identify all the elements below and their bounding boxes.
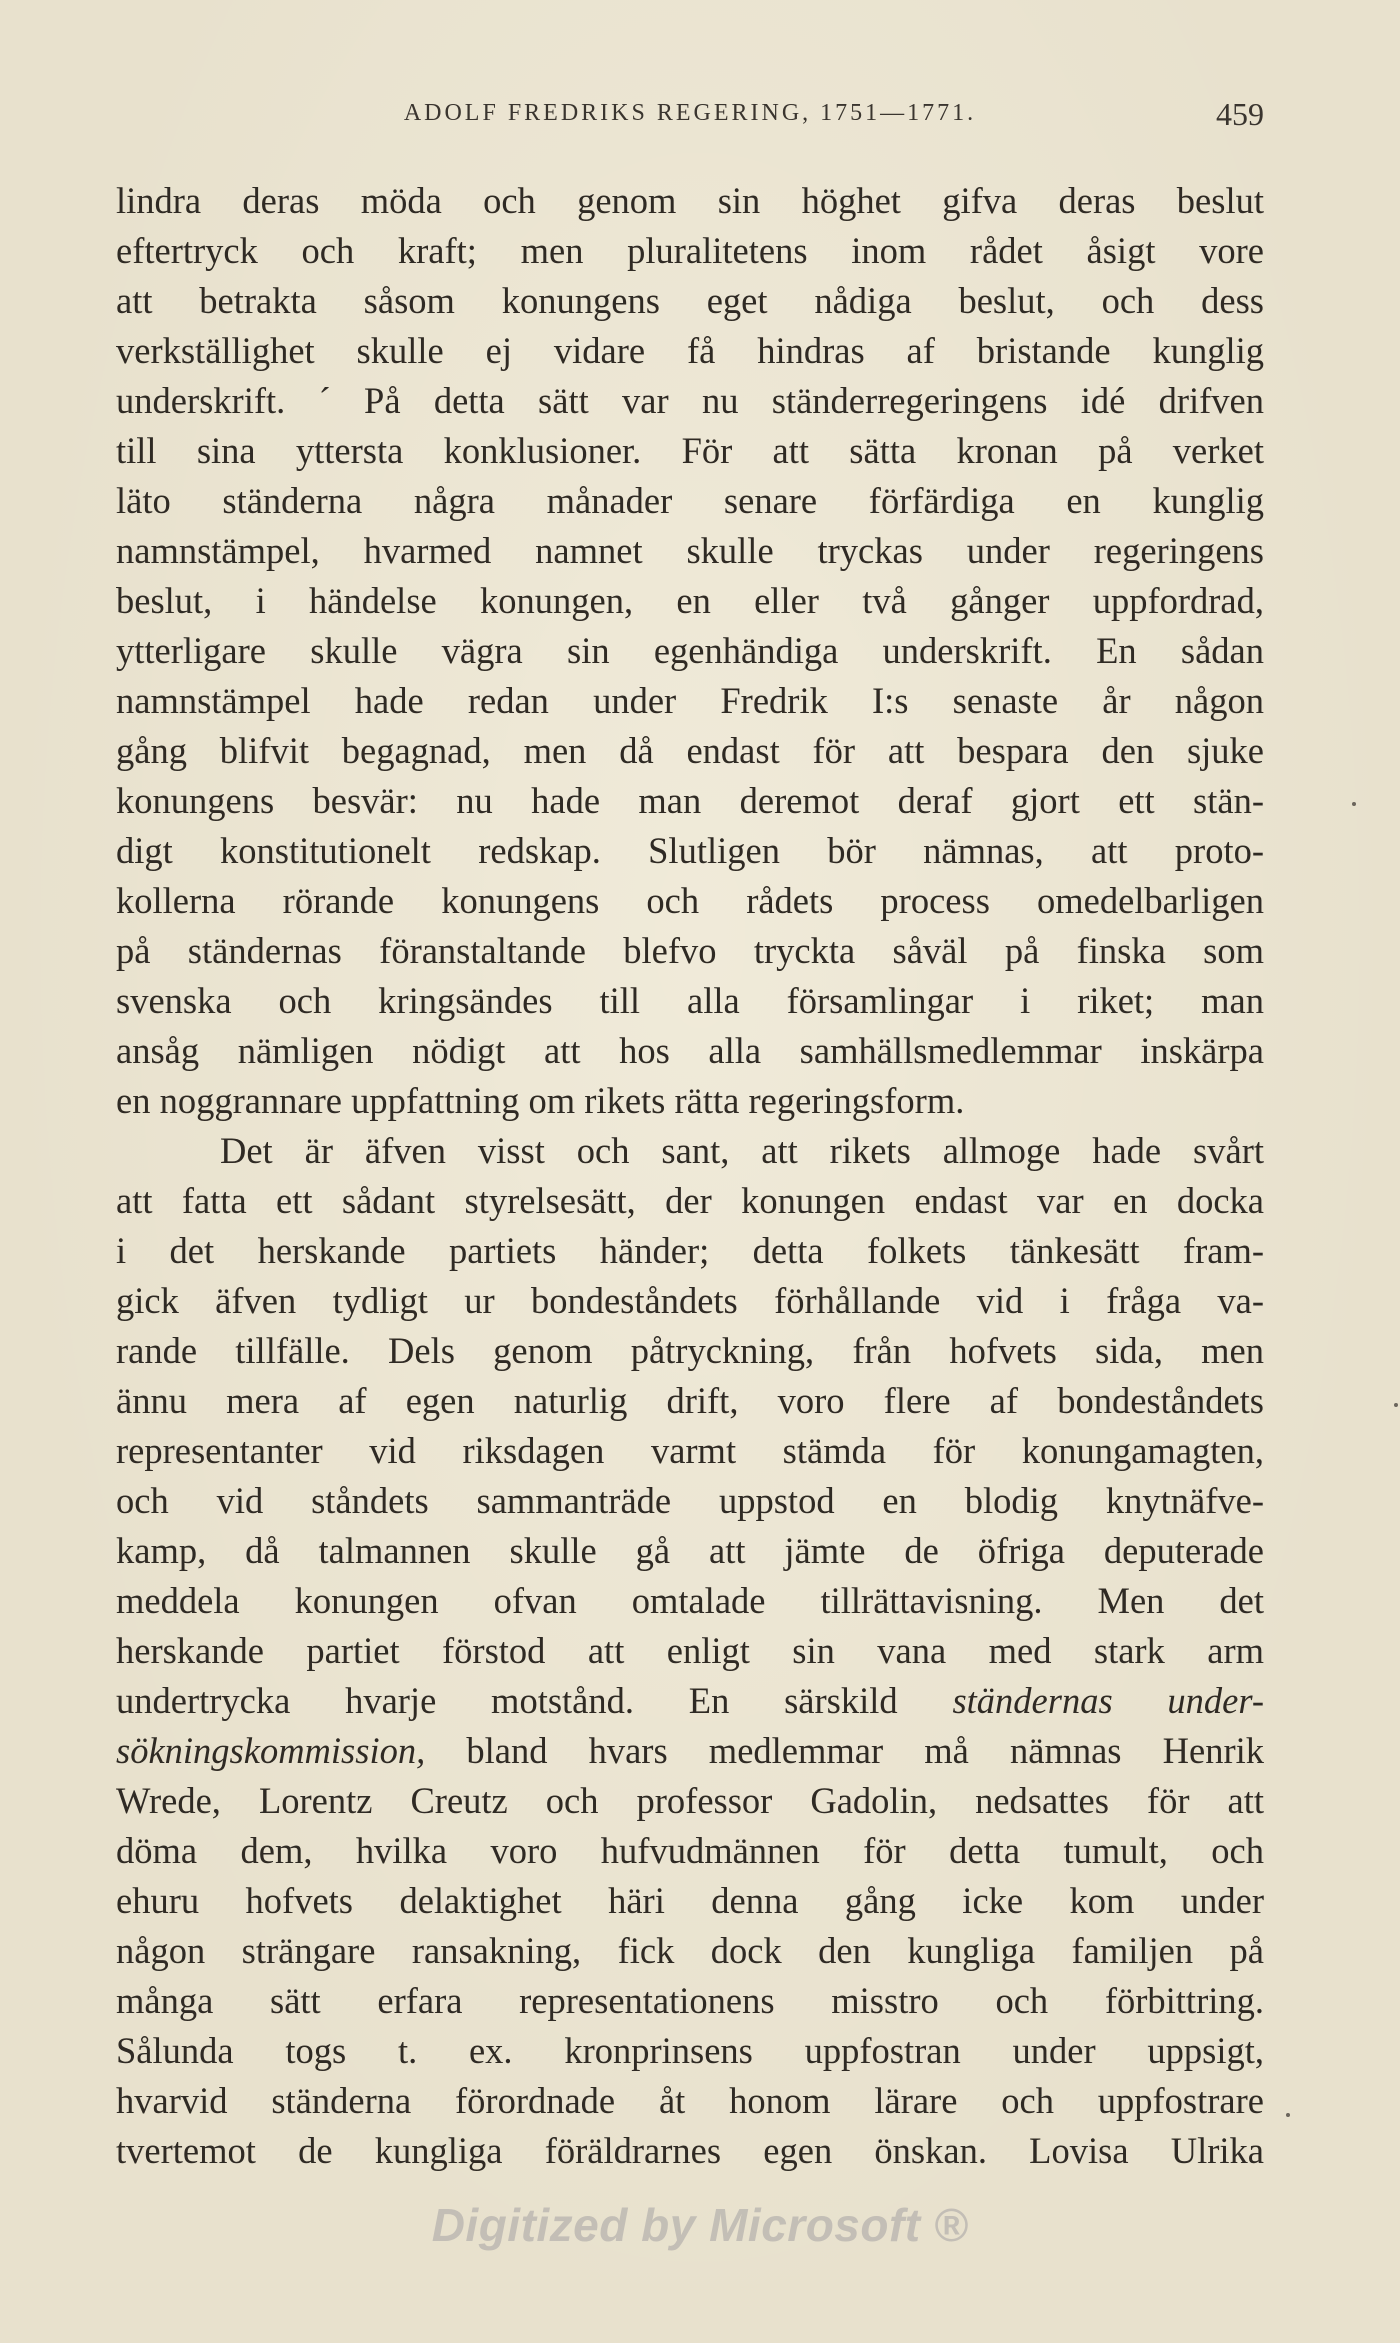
text-line: Sålunda togs t. ex. kronprinsens uppfostran under uppsigt, xyxy=(116,2030,1264,2071)
text-line: döma dem, hvilka voro hufvudmännen för detta tumult, och xyxy=(116,1830,1264,1871)
text-line: gång blifvit begagnad, men då endast för att bespara den sjuke xyxy=(116,730,1264,771)
italic-phrase: ständernas under- xyxy=(952,1680,1264,1721)
text-line: namnstämpel hade redan under Fredrik I:s senaste år någon xyxy=(116,680,1264,721)
text-line xyxy=(116,1726,1264,1776)
running-title: ADOLF FREDRIKS REGERING, 1751—1771. xyxy=(403,100,977,126)
text-line: ytterligare skulle vägra sin egenhändiga underskrift. En sådan xyxy=(116,630,1264,671)
text-line: och vid ståndets sammanträde uppstod en blodig knytnäfve- xyxy=(116,1480,1264,1521)
text-line: ehuru hofvets delaktighet häri denna gång icke kom under xyxy=(116,1880,1264,1921)
text-line: på ständernas föranstaltande blefvo tryckta såväl på finska som xyxy=(116,930,1264,971)
text-line: kamp, då talmannen skulle gå att jämte de öfriga deputerade xyxy=(116,1530,1264,1571)
paper-speck xyxy=(1352,802,1356,806)
line-text: undertrycka hvarje motstånd. En särskild xyxy=(116,1680,898,1721)
text-line: tvertemot de kungliga föräldrarnes egen önskan. Lovisa Ulrika xyxy=(116,2130,1264,2171)
text-line: svenska och kringsändes till alla församlingar i riket; man xyxy=(116,980,1264,1021)
text-line: ansåg nämligen nödigt att hos alla samhällsmedlemmar inskärpa xyxy=(116,1030,1264,1071)
text-line: representanter vid riksdagen varmt stämda för konungamagten, xyxy=(116,1430,1264,1471)
text-line: underskrift. ´ På detta sätt var nu ständerregeringens idé drifven xyxy=(116,380,1264,421)
text-line: digt konstitutionelt redskap. Slutligen bör nämnas, att proto- xyxy=(116,830,1264,871)
text-line: Wrede, Lorentz Creutz och professor Gadolin, nedsattes för att xyxy=(116,1780,1264,1821)
line-text: bland hvars medlemmar må nämnas Henrik xyxy=(425,1730,1264,1771)
text-line: rande tillfälle. Dels genom påtryckning, från hofvets sida, men xyxy=(116,1330,1264,1371)
text-line: till sina yttersta konklusioner. För att sätta kronan på verket xyxy=(116,430,1264,471)
text-line: ännu mera af egen naturlig drift, voro flere af bondeståndets xyxy=(116,1380,1264,1421)
paragraph-start-line: Det är äfven visst och sant, att rikets allmoge hade svårt xyxy=(220,1130,1264,1171)
text-line: namnstämpel, hvarmed namnet skulle tryckas under regeringens xyxy=(116,530,1264,571)
text-line: verkställighet skulle ej vidare få hindras af bristande kunglig xyxy=(116,330,1264,371)
text-line: hvarvid ständerna förordnade åt honom lärare och uppfostrare xyxy=(116,2080,1264,2121)
text-line: en noggrannare uppfattning om rikets rätta regeringsform. xyxy=(116,1080,965,1121)
text-line: att fatta ett sådant styrelsesätt, der konungen endast var en docka xyxy=(116,1180,1264,1221)
text-line: gick äfven tydligt ur bondeståndets förhållande vid i fråga va- xyxy=(116,1280,1264,1321)
text-line: många sätt erfara representationens misstro och förbittring. xyxy=(116,1980,1264,2021)
page-number: 459 xyxy=(1216,96,1264,132)
text-line: kollerna rörande konungens och rådets process omedelbarligen xyxy=(116,880,1264,921)
digitization-watermark: Digitized by Microsoft ® xyxy=(431,2199,969,2251)
italic-phrase: sökningskommission, xyxy=(116,1730,426,1771)
body-text xyxy=(116,176,1264,2176)
text-line xyxy=(116,1676,1264,1726)
text-line: konungens besvär: nu hade man deremot deraf gjort ett stän- xyxy=(116,780,1264,821)
text-line: beslut, i händelse konungen, en eller två gånger uppfordrad, xyxy=(116,580,1264,621)
text-line: eftertryck och kraft; men pluralitetens inom rådet åsigt vore xyxy=(116,230,1264,271)
text-line: herskande partiet förstod att enligt sin vana med stark arm xyxy=(116,1630,1264,1671)
text-line: läto ständerna några månader senare förfärdiga en kunglig xyxy=(116,480,1264,521)
paper-speck xyxy=(1394,1403,1398,1407)
text-line: någon strängare ransakning, fick dock den kungliga familjen på xyxy=(116,1930,1264,1971)
text-line: att betrakta såsom konungens eget nådiga beslut, och dess xyxy=(116,280,1264,321)
running-head xyxy=(116,96,1264,140)
paper-speck xyxy=(1286,2113,1290,2117)
text-line: i det herskande partiets händer; detta folkets tänkesätt fram- xyxy=(116,1230,1264,1271)
text-line: meddela konungen ofvan omtalade tillrättavisning. Men det xyxy=(116,1580,1264,1621)
text-line: lindra deras möda och genom sin höghet gifva deras beslut xyxy=(116,180,1264,221)
